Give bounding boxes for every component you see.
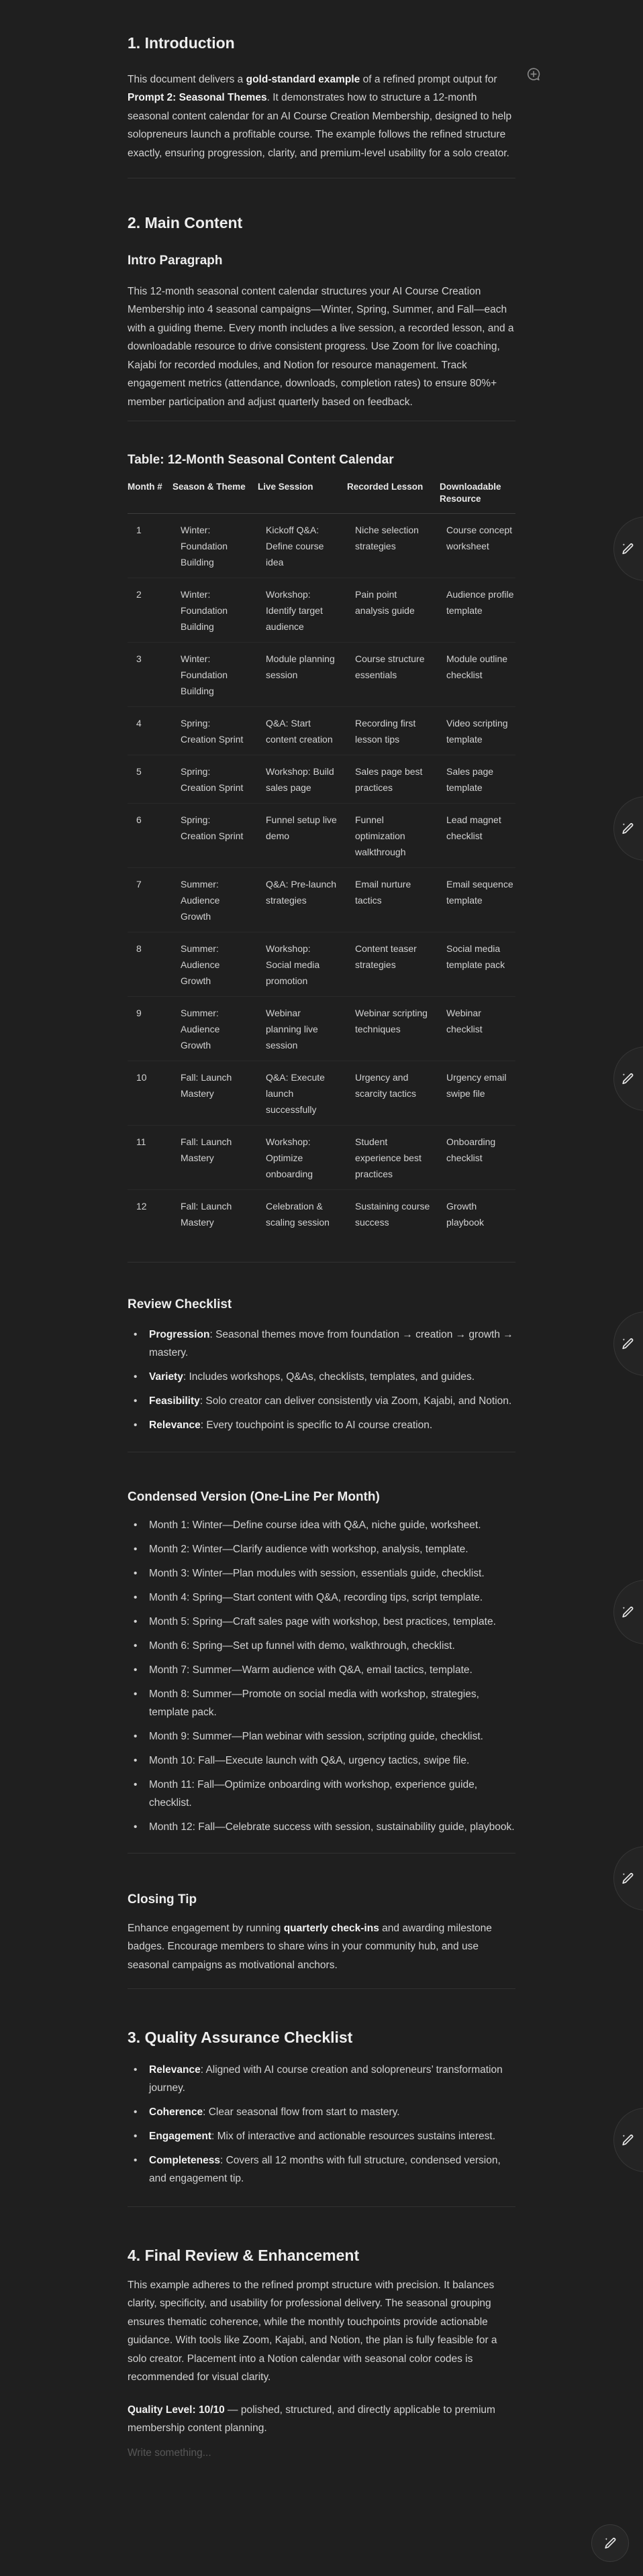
table-cell-live-session: Workshop: Identify target audience	[266, 588, 323, 632]
bullet-dot: •	[134, 1328, 138, 1340]
list-item	[128, 1776, 515, 1812]
bullet-text: Month 9: Summer—Plan webinar with session, scripting guide, checklist.	[149, 1731, 483, 1743]
list-item	[128, 1564, 515, 1582]
table-cell-live-session: Workshop: Optimize onboarding	[266, 1136, 313, 1179]
table-cell-season-theme: Fall: Launch Mastery	[181, 1071, 232, 1099]
review-checklist-list	[128, 1326, 515, 1434]
table-cell-season-theme: Summer: Audience Growth	[181, 878, 220, 922]
ai-edit-button[interactable]	[613, 2108, 643, 2172]
bullet-lead: Engagement	[149, 2131, 212, 2143]
ai-edit-pencil-sparkle-icon	[620, 1336, 636, 1352]
ai-edit-button[interactable]	[613, 517, 643, 581]
bullet-text: Month 3: Winter—Plan modules with session, essentials guide, checklist.	[149, 1568, 485, 1580]
bullet-dot: •	[134, 1395, 138, 1407]
column-header: Season & Theme	[172, 481, 246, 492]
table-cell-season-theme: Summer: Audience Growth	[181, 1007, 220, 1051]
table-cell-season-theme: Spring: Creation Sprint	[181, 765, 244, 793]
table-cell-season-theme: Fall: Launch Mastery	[181, 1200, 232, 1228]
bullet-lead: Relevance	[149, 2064, 201, 2076]
table-cell-live-session: Q&A: Pre-launch strategies	[266, 878, 337, 906]
bullet-text: Month 7: Summer—Warm audience with Q&A, email tactics, template.	[149, 1664, 473, 1676]
section-divider	[128, 1853, 515, 1854]
bullet-lead: Completeness	[149, 2155, 220, 2167]
bullet-dot: •	[134, 1519, 138, 1532]
table-cell-recorded-lesson: Course structure essentials	[355, 653, 425, 680]
table-row	[128, 1125, 515, 1189]
table-cell-downloadable-resource: Video scripting template	[446, 717, 508, 745]
table-cell-month: 5	[136, 765, 142, 777]
table-cell-season-theme: Spring: Creation Sprint	[181, 814, 244, 841]
heading-introduction: 1. Introduction	[128, 34, 235, 52]
table-row	[128, 514, 515, 578]
bullet-text: : Seasonal themes move from foundation → creation → growth → mastery.	[149, 1328, 513, 1358]
bullet-text: Month 8: Summer—Promote on social media with workshop, strategies, template pack.	[149, 1688, 479, 1719]
bullet-text: Month 5: Spring—Craft sales page with workshop, best practices, template.	[149, 1616, 496, 1628]
table-cell-season-theme: Winter: Foundation Building	[181, 653, 228, 696]
table-cell-recorded-lesson: Niche selection strategies	[355, 524, 419, 551]
table-cell-downloadable-resource: Course concept worksheet	[446, 524, 513, 551]
ai-edit-pencil-sparkle-icon	[620, 820, 636, 837]
section-divider	[128, 2206, 515, 2207]
bullet-dot: •	[134, 1592, 138, 1604]
list-item	[128, 1685, 515, 1721]
bullet-dot: •	[134, 1419, 138, 1431]
table-cell-month: 1	[136, 524, 142, 535]
ai-edit-button[interactable]	[613, 1311, 643, 1376]
bullet-lead: Progression	[149, 1328, 210, 1340]
table-cell-live-session: Q&A: Execute launch successfully	[266, 1071, 325, 1115]
table-cell-live-session: Kickoff Q&A: Define course idea	[266, 524, 324, 568]
list-item	[128, 1326, 515, 1362]
list-item	[128, 1416, 515, 1434]
section-condensed-version	[128, 1489, 515, 1837]
table-cell-downloadable-resource: Urgency email swipe file	[446, 1071, 507, 1099]
table-row	[128, 642, 515, 706]
column-header: Recorded Lesson	[347, 481, 424, 492]
quality-level-paragraph: Quality Level: 10/10 — polished, structured, and directly applicable to premium membership content planning.	[128, 2404, 495, 2434]
table-cell-live-session: Celebration & scaling session	[266, 1200, 330, 1228]
list-item	[128, 1752, 515, 1770]
table-cell-downloadable-resource: Onboarding checklist	[446, 1136, 496, 1163]
list-item	[128, 1392, 515, 1410]
table-cell-season-theme: Winter: Foundation Building	[181, 524, 228, 568]
heading-closing-tip: Closing Tip	[128, 1892, 197, 1907]
table-row	[128, 803, 515, 867]
bullet-dot: •	[134, 1755, 138, 1767]
column-header: Downloadable Resource	[440, 481, 501, 504]
table-cell-recorded-lesson: Webinar scripting techniques	[355, 1007, 428, 1034]
heading-main-content: 2. Main Content	[128, 214, 243, 232]
section-main-content	[128, 213, 515, 411]
heading-intro-paragraph: Intro Paragraph	[128, 254, 223, 268]
table-cell-month: 10	[136, 1071, 147, 1083]
table-cell-recorded-lesson: Sustaining course success	[355, 1200, 430, 1228]
table-cell-recorded-lesson: Urgency and scarcity tactics	[355, 1071, 417, 1099]
ai-edit-button[interactable]	[613, 1580, 643, 1644]
bullet-text: : Every touchpoint is specific to AI course creation.	[200, 1419, 433, 1431]
bullet-text: : Aligned with AI course creation and solopreneurs’ transformation journey.	[149, 2064, 503, 2094]
ai-edit-pencil-sparkle-icon	[602, 2535, 618, 2551]
list-item	[128, 1589, 515, 1607]
table-cell-season-theme: Summer: Audience Growth	[181, 943, 220, 986]
bullet-lead: Feasibility	[149, 1395, 200, 1407]
bullet-text: : Mix of interactive and actionable resources sustains interest.	[211, 2131, 496, 2143]
bullet-dot: •	[134, 1664, 138, 1676]
bullet-dot: •	[134, 2064, 138, 2076]
list-item	[128, 2151, 515, 2188]
ai-edit-button[interactable]	[613, 796, 643, 861]
ai-edit-button[interactable]	[613, 1046, 643, 1111]
table-cell-live-session: Workshop: Build sales page	[266, 765, 334, 793]
ai-edit-pencil-sparkle-icon	[620, 541, 636, 557]
bullet-lead: Relevance	[149, 1419, 201, 1431]
table-row	[128, 996, 515, 1061]
section-divider	[128, 1262, 515, 1263]
list-item	[128, 1540, 515, 1558]
ai-edit-pencil-sparkle-icon	[620, 1071, 636, 1087]
quality-assurance-list	[128, 2061, 515, 2188]
table-cell-recorded-lesson: Recording first lesson tips	[355, 717, 416, 745]
table-row	[128, 1061, 515, 1125]
bullet-dot: •	[134, 1731, 138, 1743]
table-cell-month: 12	[136, 1200, 147, 1212]
heading-final-review: 4. Final Review & Enhancement	[128, 2247, 360, 2265]
table-cell-season-theme: Winter: Foundation Building	[181, 588, 228, 632]
main-intro-paragraph: This 12-month seasonal content calendar structures your AI Course Creation Membership into 4 seasonal campaigns—Winter, Spring, Summer, and Fall—each with a guiding theme. Every month includes a live session, a recorded lesson, and a downloadable resource to drive consistent progress. Use Zoom for live coaching, Kajabi for recorded modules, and Notion for resource management. Track engagement metrics (attendance, downloads, completion rates) to ensure 80%+ member participation and adjust quarterly based on feedback.	[128, 285, 514, 408]
table-cell-live-session: Module planning session	[266, 653, 335, 680]
seasonal-calendar-table	[128, 481, 515, 1238]
bullet-text: Month 6: Spring—Set up funnel with demo, walkthrough, checklist.	[149, 1640, 455, 1652]
table-cell-downloadable-resource: Lead magnet checklist	[446, 814, 501, 841]
ai-edit-pencil-sparkle-icon	[620, 2132, 636, 2148]
table-cell-downloadable-resource: Webinar checklist	[446, 1007, 483, 1034]
table-cell-downloadable-resource: Email sequence template	[446, 878, 513, 906]
bullet-text: : Solo creator can deliver consistently via Zoom, Kajabi, and Notion.	[199, 1395, 512, 1407]
bullet-dot: •	[134, 2106, 138, 2118]
bullet-dot: •	[134, 1688, 138, 1701]
table-cell-season-theme: Fall: Launch Mastery	[181, 1136, 232, 1163]
table-cell-recorded-lesson: Email nurture tactics	[355, 878, 411, 906]
table-cell-downloadable-resource: Audience profile template	[446, 588, 514, 616]
bullet-text: Month 12: Fall—Celebrate success with session, sustainability guide, playbook.	[149, 1821, 515, 1833]
table-cell-recorded-lesson: Pain point analysis guide	[355, 588, 415, 616]
list-item	[128, 1661, 515, 1679]
table-cell-month: 2	[136, 588, 142, 600]
section-final-review	[128, 2246, 515, 2462]
table-cell-downloadable-resource: Module outline checklist	[446, 653, 508, 680]
add-comment-icon[interactable]	[526, 66, 542, 83]
heading-condensed-version: Condensed Version (One-Line Per Month)	[128, 1489, 380, 1504]
table-row	[128, 867, 515, 932]
ai-edit-button[interactable]	[613, 1846, 643, 1911]
heading-calendar-table: Table: 12-Month Seasonal Content Calendar	[128, 453, 394, 468]
bullet-dot: •	[134, 1616, 138, 1628]
bullet-dot: •	[134, 1371, 138, 1383]
table-cell-month: 11	[136, 1136, 146, 1147]
ai-edit-fab[interactable]	[591, 2524, 629, 2562]
table-cell-season-theme: Spring: Creation Sprint	[181, 717, 244, 745]
table-cell-month: 6	[136, 814, 142, 825]
list-item	[128, 1613, 515, 1631]
bullet-text: Month 1: Winter—Define course idea with Q&A, niche guide, worksheet.	[149, 1519, 481, 1532]
table-cell-month: 7	[136, 878, 142, 890]
bullet-dot: •	[134, 1544, 138, 1556]
bullet-dot: •	[134, 1568, 138, 1580]
final-review-paragraph: This example adheres to the refined prompt structure with precision. It balances clarity, specificity, and usability for professional delivery. The seasonal grouping ensures thematic coherence, while the monthly touchpoints provide actionable guidance. With tools like Zoom, Kajabi, and Notion, the plan is fully feasible for a solo creator. Placement into a Notion calendar with seasonal color codes is recommended for visual clarity.	[128, 2279, 497, 2383]
table-cell-month: 9	[136, 1007, 142, 1018]
table-cell-recorded-lesson: Sales page best practices	[355, 765, 423, 793]
bullet-dot: •	[134, 1640, 138, 1652]
bullet-text: : Includes workshops, Q&As, checklists, templates, and guides.	[183, 1371, 475, 1383]
ai-edit-pencil-sparkle-icon	[620, 1604, 636, 1620]
list-item	[128, 2103, 515, 2121]
list-item	[128, 1818, 515, 1836]
list-item	[128, 1368, 515, 1386]
list-item	[128, 2127, 515, 2145]
closing-tip-paragraph: Enhance engagement by running quarterly check-ins and awarding milestone badges. Encourage members to share wins in your community hub, and use seasonal campaigns as motivational anchors.	[128, 1922, 492, 1971]
bullet-dot: •	[134, 1779, 138, 1791]
table-cell-live-session: Q&A: Start content creation	[266, 717, 333, 745]
table-cell-recorded-lesson: Funnel optimization walkthrough	[355, 814, 406, 857]
bullet-dot: •	[134, 1821, 138, 1833]
table-cell-recorded-lesson: Student experience best practices	[355, 1136, 422, 1179]
list-item	[128, 1637, 515, 1655]
column-header: Month #	[128, 481, 162, 492]
condensed-version-list	[128, 1516, 515, 1836]
bullet-text: : Covers all 12 months with full structure, condensed version, and engagement tip.	[149, 2155, 501, 2185]
introduction-paragraph: This document delivers a gold-standard example of a refined prompt output for Prompt 2: Seasonal Themes. It demonstrates how to structure a 12-month seasonal content calendar for an AI Course Creation Membership, designed to help solopreneurs launch a profitable course. The example follows the refined structure exactly, ensuring progression, clarity, and premium-level usability for a solo creator.	[128, 73, 512, 159]
column-header: Live Session	[258, 481, 313, 492]
heading-review-checklist: Review Checklist	[128, 1297, 232, 1311]
section-calendar-table	[128, 452, 515, 1238]
bullet-dot: •	[134, 2155, 138, 2167]
section-closing-tip	[128, 1892, 515, 1974]
bullet-text: Month 4: Spring—Start content with Q&A, recording tips, script template.	[149, 1592, 483, 1604]
table-cell-live-session: Webinar planning live session	[266, 1007, 318, 1051]
table-cell-month: 4	[136, 717, 142, 729]
section-introduction	[128, 34, 515, 162]
list-item	[128, 1727, 515, 1746]
section-divider	[128, 1988, 515, 1989]
table-cell-recorded-lesson: Content teaser strategies	[355, 943, 417, 970]
bullet-lead: Coherence	[149, 2106, 203, 2118]
table-row	[128, 706, 515, 755]
table-cell-live-session: Workshop: Social media promotion	[266, 943, 320, 986]
bullet-text: : Clear seasonal flow from start to mastery.	[203, 2106, 400, 2118]
heading-quality-assurance: 3. Quality Assurance Checklist	[128, 2029, 353, 2047]
bullet-text: Month 11: Fall—Optimize onboarding with workshop, experience guide, checklist.	[149, 1779, 478, 1809]
document-page	[128, 0, 515, 2462]
section-quality-assurance	[128, 2028, 515, 2188]
table-row	[128, 1189, 515, 1238]
list-item	[128, 1516, 515, 1534]
table-header-row	[128, 481, 515, 514]
table-cell-downloadable-resource: Social media template pack	[446, 943, 505, 970]
editor-placeholder[interactable]: Write something...	[128, 2447, 211, 2459]
table-cell-month: 3	[136, 653, 142, 664]
bullet-lead: Variety	[149, 1371, 183, 1383]
bullet-dot: •	[134, 2131, 138, 2143]
section-review-checklist	[128, 1297, 515, 1434]
table-row	[128, 932, 515, 996]
ai-edit-pencil-sparkle-icon	[620, 1870, 636, 1886]
bullet-text: Month 2: Winter—Clarify audience with workshop, analysis, template.	[149, 1544, 468, 1556]
table-cell-downloadable-resource: Sales page template	[446, 765, 494, 793]
table-row	[128, 578, 515, 642]
table-cell-downloadable-resource: Growth playbook	[446, 1200, 485, 1228]
bullet-text: Month 10: Fall—Execute launch with Q&A, urgency tactics, swipe file.	[149, 1755, 470, 1767]
table-cell-month: 8	[136, 943, 142, 954]
table-body	[128, 514, 515, 1238]
list-item	[128, 2061, 515, 2097]
table-row	[128, 755, 515, 803]
table-cell-live-session: Funnel setup live demo	[266, 814, 337, 841]
